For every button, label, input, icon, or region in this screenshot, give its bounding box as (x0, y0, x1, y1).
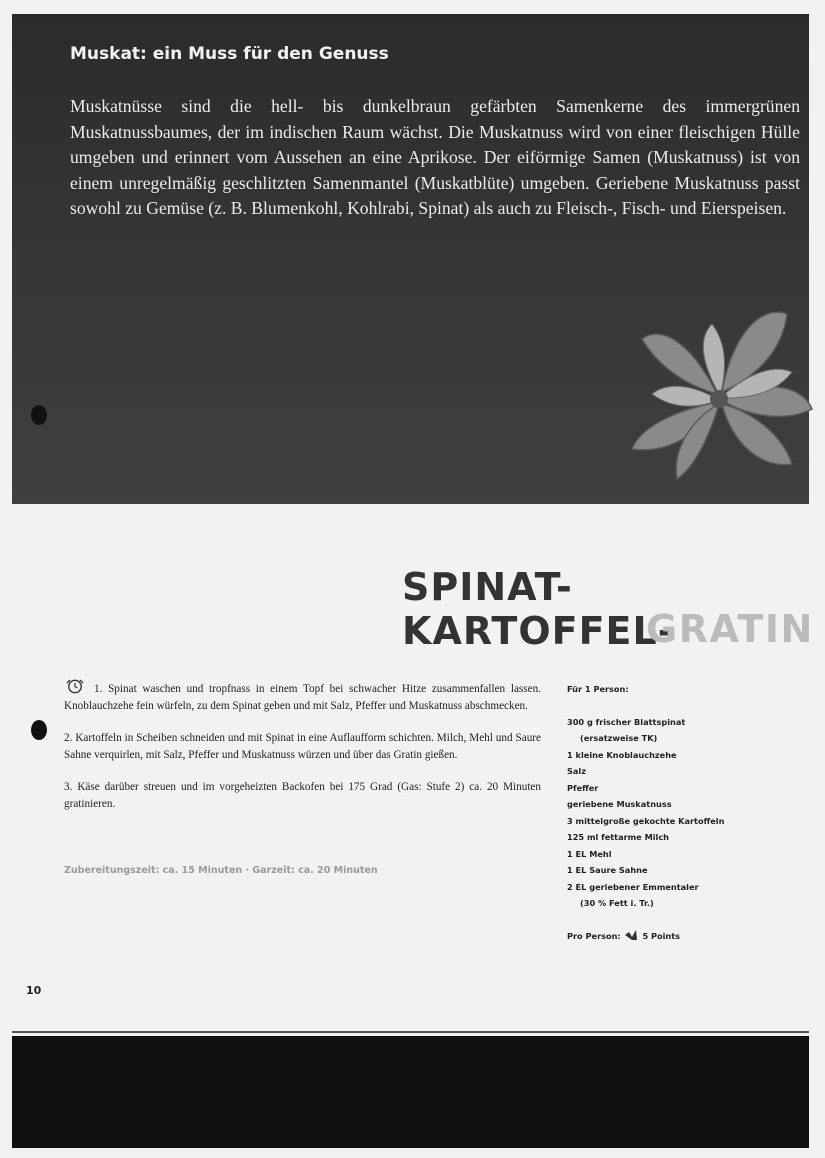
step-1 (64, 678, 541, 714)
ingredient-item: 300 g frischer Blattspinat (567, 716, 686, 727)
ingredient-item: 3 mittelgroße gekochte Kartoffeln (567, 815, 725, 826)
ingredient-list (567, 714, 802, 912)
points-line (567, 928, 802, 945)
ingredient-item: Pfeffer (567, 782, 599, 793)
binder-hole (31, 405, 47, 425)
nutmeg-info-box (12, 14, 809, 504)
ingredient-item: 125 ml fettarme Milch (567, 832, 670, 842)
ingredient-item: 1 EL Mehl (567, 848, 612, 859)
binder-hole (31, 720, 47, 740)
step-1-text: 1. Spinat waschen und tropfnass in einem Topf bei schwacher Hitze zusammenfallen lassen. Knoblauchzehe fein würfeln, zu dem Spinat geben und mit Salz, Pfeffer und Muskatnuss abschmecken. (64, 683, 541, 712)
points-label: Pro Person: (567, 930, 621, 941)
clock-icon (64, 678, 86, 694)
ingredient-item: (30 % Fett i. Tr.) (580, 898, 654, 908)
box-text: Muskatnüsse sind die hell- bis dunkelbraun gefärbten Samenkerne des immergrünen Muskatnussbaumes, der im indischen Raum wächst. Die Muskatnuss wird von einer fleischigen Hülle umgeben und erinnert vom Aussehen an eine Aprikose. Der eiförmige Samen (Muskatnuss) ist von einem unregelmäßig geschlitzten Samenmantel (Muskatblüte) umgeben. Geriebene Muskatnuss passt sowohl zu Gemüse (z. B. Blumenkohl, Kohlrabi, Spinat) als auch zu Fleisch-, Fisch- und Eierspeisen. (70, 96, 800, 218)
recipe-title-line2: GRATIN (646, 607, 814, 651)
recipe-steps (64, 678, 541, 828)
ingredient-item: geriebene Muskatnuss (567, 799, 672, 809)
box-title: Muskat: ein Muss für den Genuss (70, 44, 389, 64)
spinach-image (622, 284, 817, 484)
bottom-dark-panel (12, 1036, 809, 1148)
servings-label: Für 1 Person: (567, 684, 629, 694)
ingredient-item: 1 kleine Knoblauchzehe (567, 749, 677, 760)
points-value: 5 Points (642, 930, 681, 941)
ingredient-item: 1 EL Saure Sahne (567, 865, 648, 875)
ingredient-item: (ersatzweise TK) (580, 733, 658, 743)
step-3: 3. Käse darüber streuen und im vorgeheizten Backofen bei 175 Grad (Gas: Stufe 2) ca. 20 Minuten gratinieren. (64, 781, 541, 810)
page-number: 10 (26, 984, 42, 997)
ingredient-item: Salz (567, 766, 586, 776)
points-icon (624, 929, 640, 941)
recipe-title-line1: SPINAT-KARTOFFEL- (402, 565, 675, 653)
prep-cook-times: Zubereitungszeit: ca. 15 Minuten · Garzeit: ca. 20 Minuten (64, 865, 378, 876)
step-2: 2. Kartoffeln in Scheiben schneiden und mit Spinat in eine Auflaufform schichten. Milch, Mehl und Saure Sahne verquirlen, mit Salz, Pfeffer und Muskatnuss würzen und über das Gratin gießen. (64, 732, 541, 761)
ingredients-panel (567, 681, 802, 944)
divider (12, 1031, 809, 1033)
ingredient-item: 2 EL geriebener Emmentaler (567, 881, 699, 892)
